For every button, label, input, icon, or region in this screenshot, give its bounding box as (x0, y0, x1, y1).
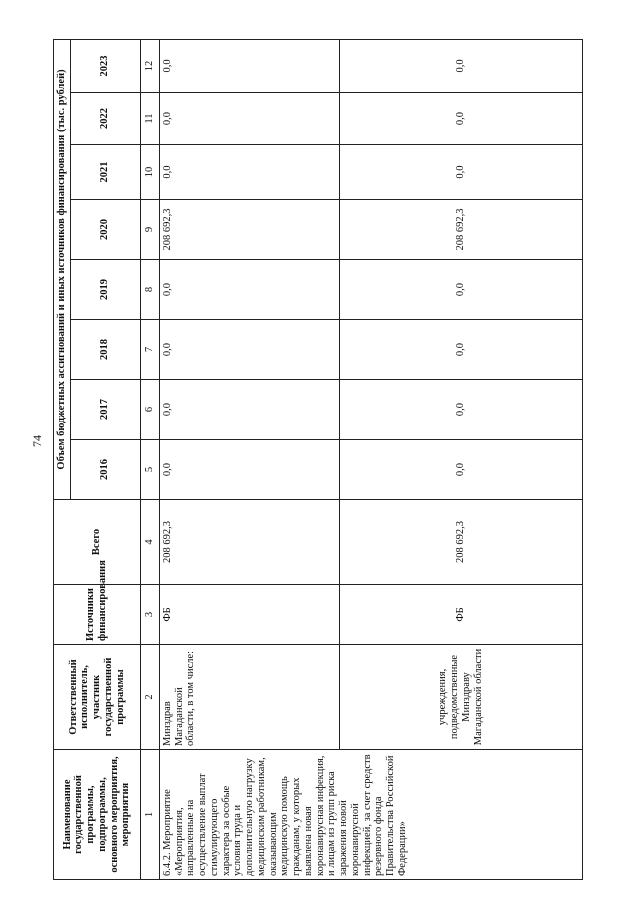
row-value: 0,0 (339, 440, 582, 500)
column-number: 6 (140, 380, 159, 440)
column-number: 11 (140, 93, 159, 145)
header-year: 2023 (70, 39, 140, 92)
header-year: 2016 (70, 440, 140, 500)
header-name: Наименование государственной программы, подпрограммы, основного мероприятия, мероприятия (54, 750, 141, 880)
table-row (159, 39, 339, 879)
header-total: Всего (54, 500, 141, 585)
header-year: 2018 (70, 320, 140, 380)
column-number: 5 (140, 440, 159, 500)
header-year: 2019 (70, 260, 140, 320)
header-executor: Ответственный исполнитель, участник государственной программы (54, 645, 141, 750)
column-number: 10 (140, 145, 159, 200)
column-number: 1 (140, 750, 159, 880)
funding-table-rotated (53, 40, 583, 880)
row-value: 0,0 (159, 39, 339, 92)
row-executor: Минздрав Магаданской области, в том числе: (159, 645, 339, 750)
row-source: ФБ (339, 585, 582, 645)
column-number: 12 (140, 39, 159, 92)
column-number: 8 (140, 260, 159, 320)
row-value: 0,0 (159, 145, 339, 200)
row-value: 0,0 (159, 93, 339, 145)
row-value: 0,0 (159, 440, 339, 500)
row-value: 0,0 (159, 260, 339, 320)
row-source: ФБ (159, 585, 339, 645)
row-value: 0,0 (339, 39, 582, 92)
header-year: 2022 (70, 93, 140, 145)
row-total: 208 692,3 (159, 500, 339, 585)
column-number: 9 (140, 200, 159, 260)
row-value: 0,0 (339, 93, 582, 145)
header-year: 2021 (70, 145, 140, 200)
row-executor: учреждения, подведомственные Минздраву Магаданской области (339, 645, 582, 750)
header-year: 2020 (70, 200, 140, 260)
column-number: 4 (140, 500, 159, 585)
row-total: 208 692,3 (339, 500, 582, 585)
column-number: 3 (140, 585, 159, 645)
activity-name: 6.4.2. Мероприятие «Мероприятия, направленные на осуществление выплат стимулирующего характера за особые условия труда и дополнительную нагрузку медицинским работникам, оказывающим медицинскую помощь гражданам, у которых выявлена новая коронавирусная инфекция, и лицам из групп риска заражения новой коронавирусной инфекцией, за счет средств резервного фонда Правительства Российской Федерации» (159, 750, 582, 880)
row-value: 0,0 (159, 320, 339, 380)
header-year: 2017 (70, 380, 140, 440)
row-value: 0,0 (339, 320, 582, 380)
row-value: 208 692,3 (339, 200, 582, 260)
column-number: 7 (140, 320, 159, 380)
row-value: 208 692,3 (159, 200, 339, 260)
row-value: 0,0 (159, 380, 339, 440)
column-number: 2 (140, 645, 159, 750)
row-value: 0,0 (339, 260, 582, 320)
header-source: Источники финансирования (54, 585, 141, 645)
page-number: 74 (30, 435, 44, 447)
row-value: 0,0 (339, 380, 582, 440)
funding-table (53, 39, 583, 880)
header-funding-group: Объем бюджетных ассигнований и иных источников финансирования (тыс. рублей) (54, 39, 71, 499)
row-value: 0,0 (339, 145, 582, 200)
